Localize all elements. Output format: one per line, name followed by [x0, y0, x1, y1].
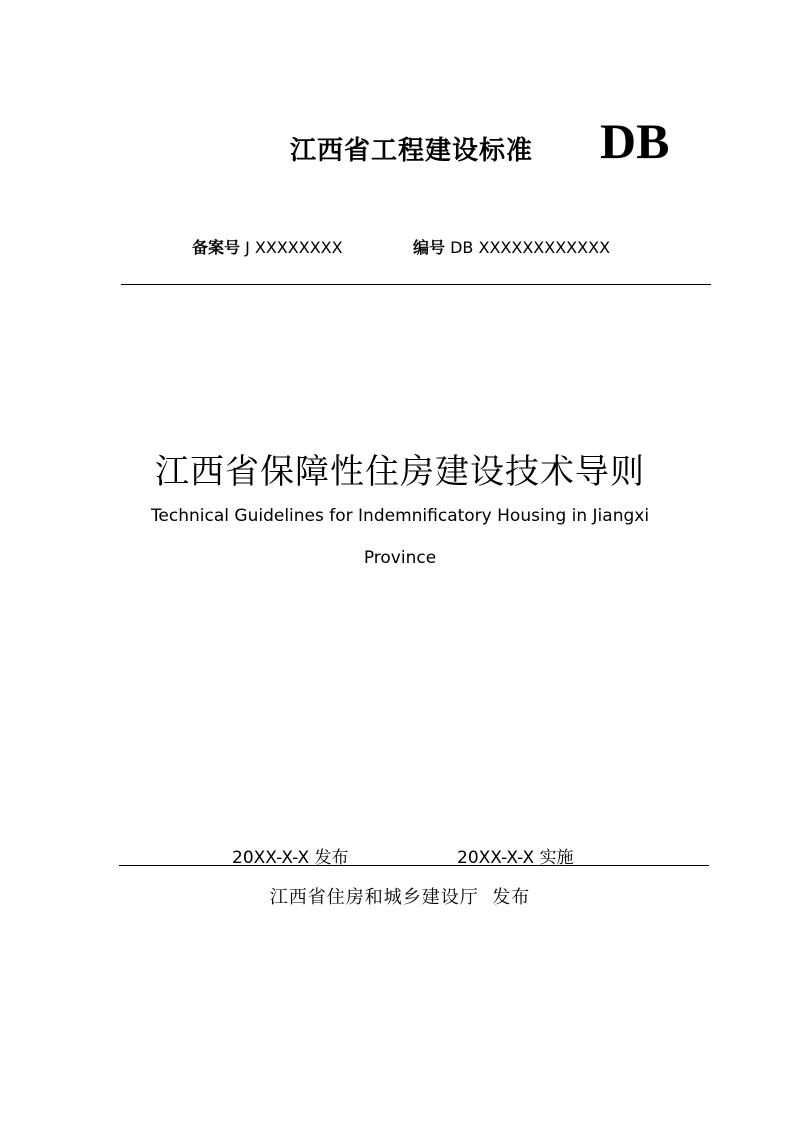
db-code-mark: DB: [600, 113, 670, 169]
standard-number: [413, 235, 610, 258]
issuing-authority: 江西省住房和城乡建设厅 发布: [269, 887, 531, 908]
bottom-divider: [119, 865, 709, 866]
filing-number: [192, 235, 343, 258]
top-divider: [121, 284, 711, 285]
standard-number-value: DB XXXXXXXXXXXX: [450, 238, 611, 257]
document-title-chinese: 江西省保障性住房建设技术导则: [155, 452, 645, 492]
filing-number-label: 备案号: [192, 238, 241, 257]
standard-title: 江西省工程建设标准: [290, 136, 534, 166]
publish-date: 20XX-X-X 发布: [232, 848, 349, 868]
document-title-english-line1: Technical Guidelines for Indemnificatory Housing in Jiangxi: [150, 506, 650, 526]
standard-number-label: 编号: [413, 238, 446, 257]
document-title-english-line2: Province: [363, 548, 437, 568]
filing-number-value: J XXXXXXXX: [245, 238, 343, 257]
implement-date: 20XX-X-X 实施: [457, 848, 574, 868]
